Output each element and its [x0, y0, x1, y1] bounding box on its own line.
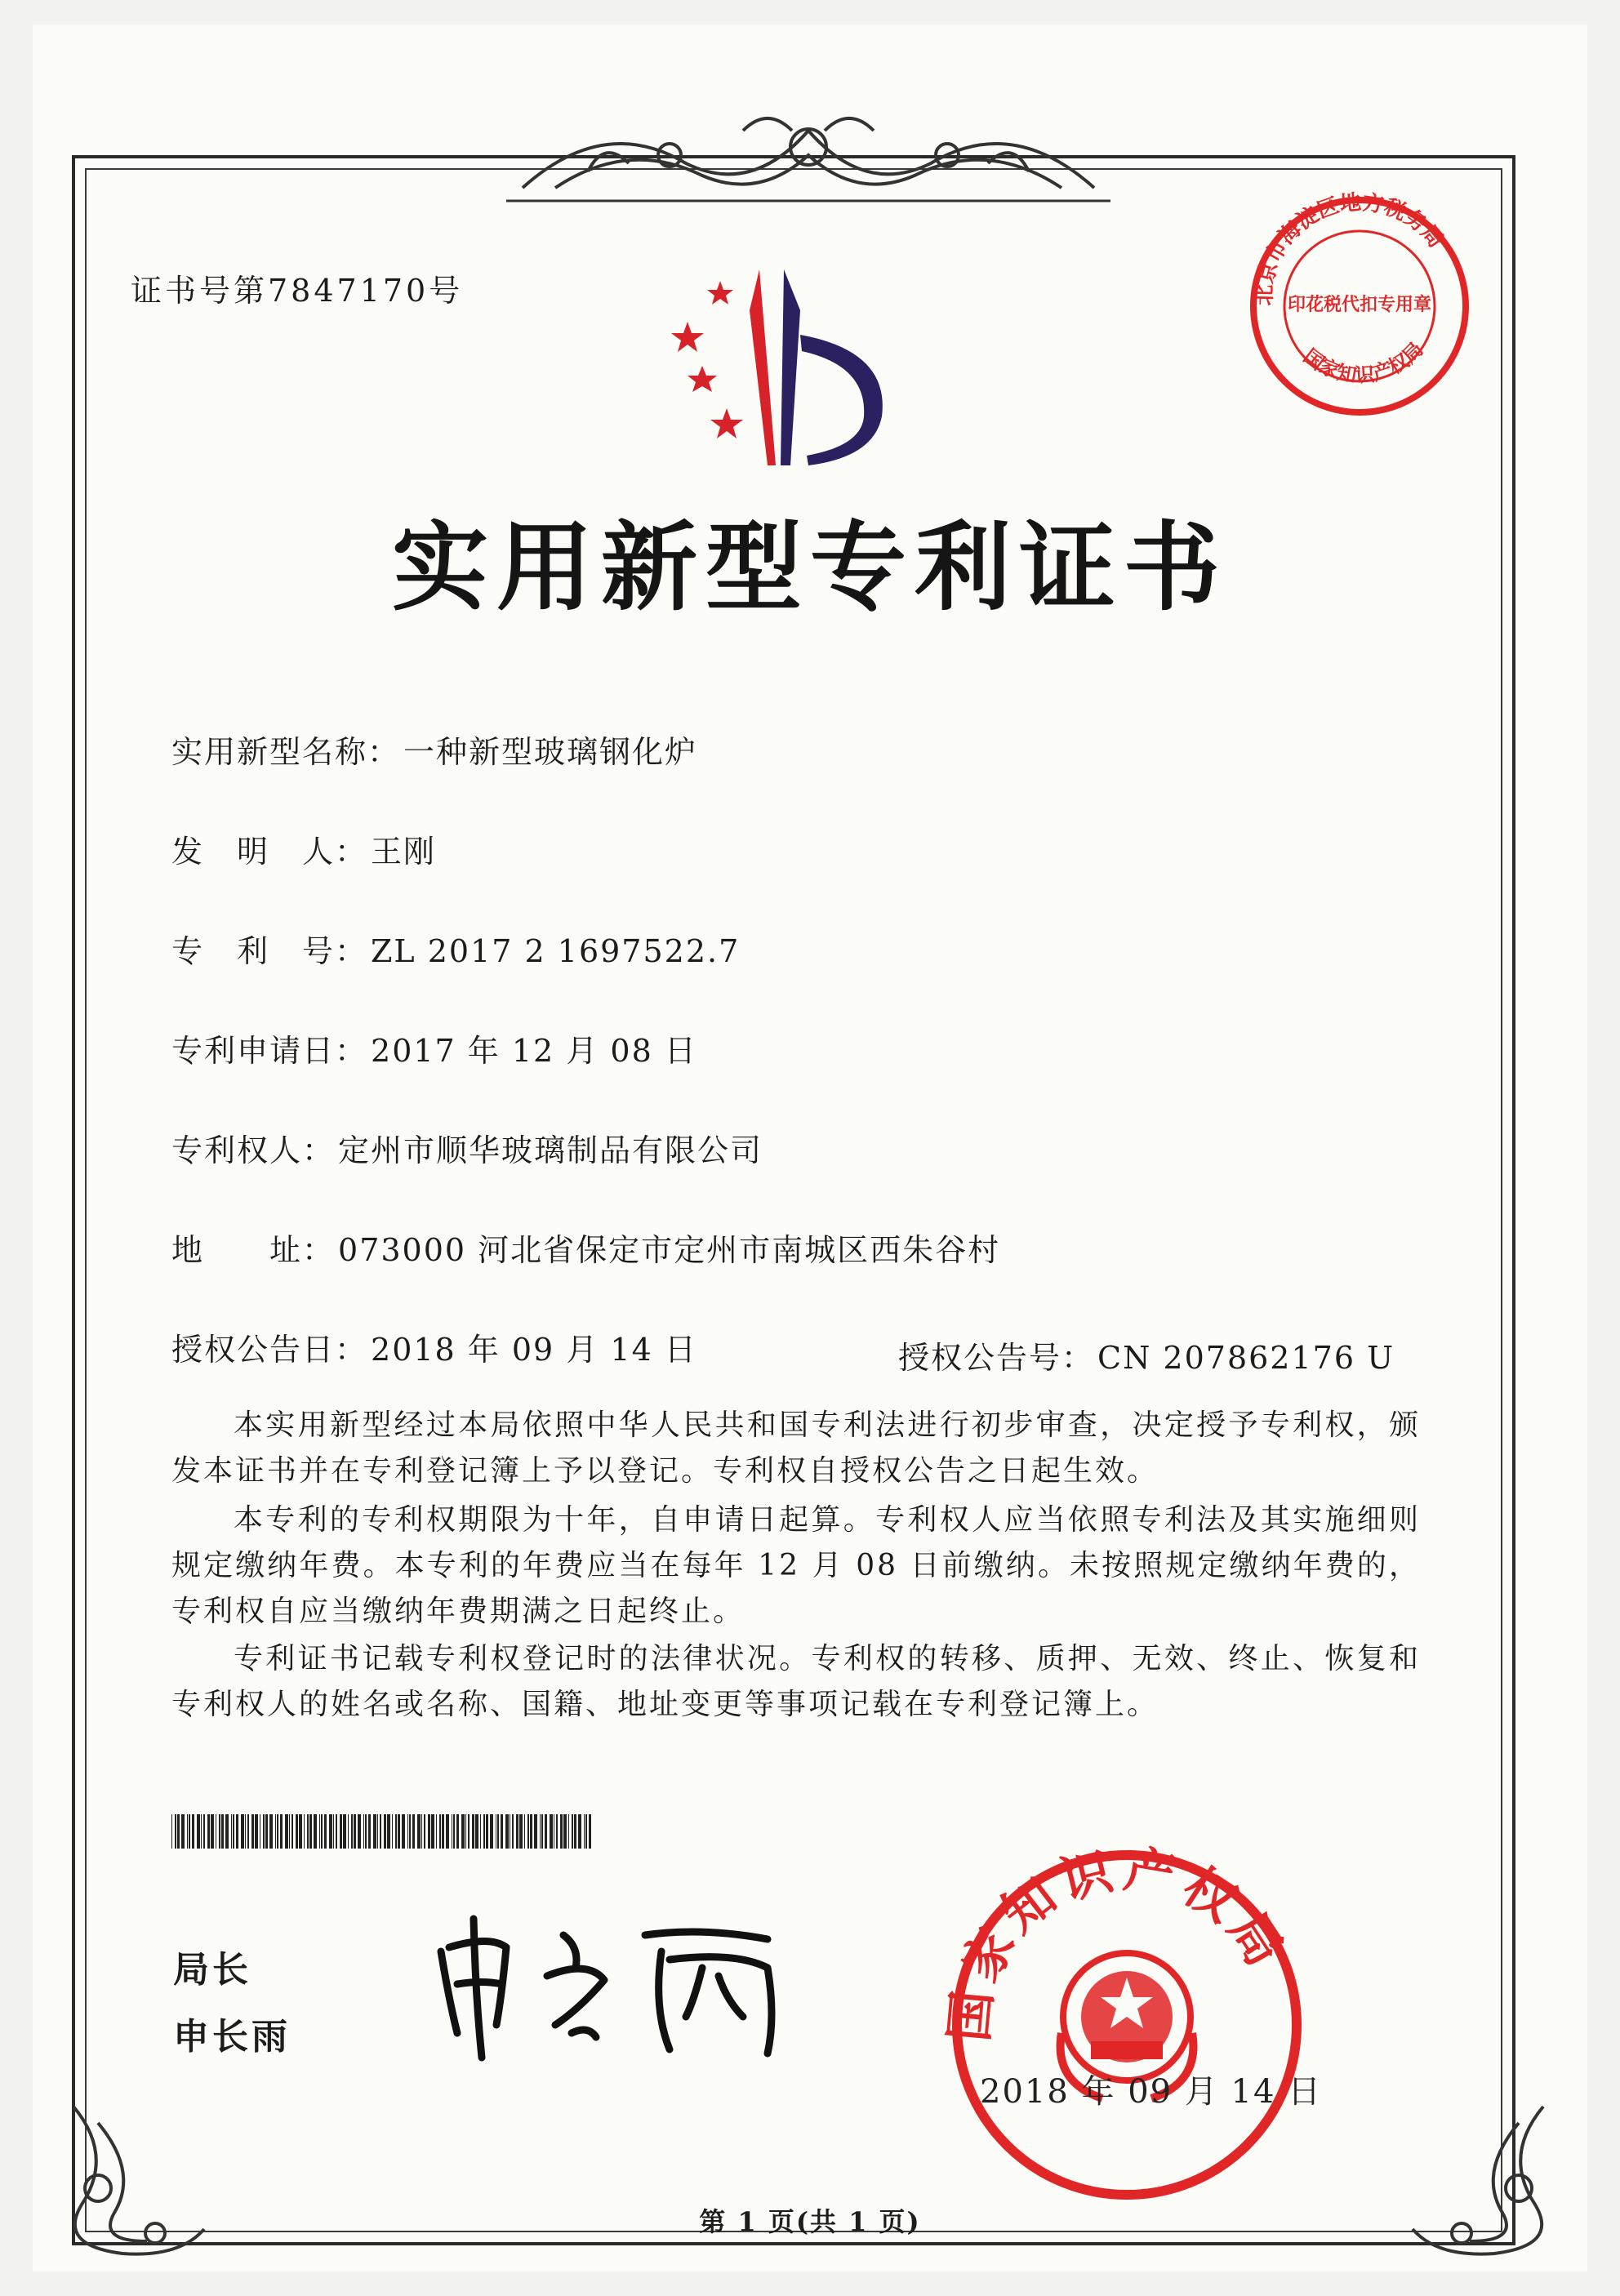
barcode — [171, 1814, 596, 1849]
cnipa-official-seal — [939, 1837, 1315, 2213]
certificate-title: 实用新型专利证书 — [391, 510, 1228, 624]
seal-date: 2018 年 09 月 14 日 — [980, 2073, 1323, 2111]
svg-text:国家知识产权局 — [1299, 337, 1428, 387]
patent-number-label: 专 利 号： — [171, 933, 368, 969]
utility-model-name-label: 实用新型名称： — [171, 734, 401, 770]
body-paragraph-3: 专利证书记载专利权登记时的法律状况。专利权的转移、质押、无效、终止、恢复和专利权人的姓名或名称、国籍、地址变更等事项记载在专利登记簿上。 — [171, 1642, 1421, 1721]
body-paragraph-1: 本实用新型经过本局依照中华人民共和国专利法进行初步审查，决定授予专利权，颁发本证书并在专利登记簿上予以登记。专利权自授权公告之日起生效。 — [171, 1408, 1421, 1488]
bottom-right-ornament — [1404, 2090, 1568, 2270]
grant-number-label: 授权公告号： — [898, 1340, 1095, 1376]
patent-number-value: ZL 2017 2 1697522.7 — [371, 933, 741, 969]
filing-date-row — [171, 1026, 697, 1070]
bottom-left-ornament — [49, 2090, 212, 2270]
tax-seal-stamp — [1241, 188, 1478, 425]
grant-date-value: 2018 年 09 月 14 日 — [371, 1332, 697, 1368]
top-ornament — [506, 98, 1110, 204]
svg-text:北京市海淀区地方税务局 — [1253, 189, 1449, 306]
page-number: 第 1 页(共 1 页) — [699, 2206, 921, 2237]
utility-model-name-row — [171, 727, 697, 772]
inventor-label: 发 明 人： — [171, 834, 368, 870]
tax-seal-inner-text: 印花税代扣专用章 — [1287, 294, 1432, 315]
address-label: 地 址： — [171, 1232, 336, 1268]
inventor-value: 王刚 — [371, 834, 437, 870]
director-name: 申长雨 — [173, 2016, 291, 2058]
tax-seal-top-text: 北京市海淀区地方税务局 — [1252, 190, 1449, 306]
grant-date-row — [171, 1324, 697, 1369]
address-value: 073000 河北省保定市定州市南城区西朱谷村 — [338, 1232, 1001, 1268]
filing-date-value: 2017 年 12 月 08 日 — [371, 1033, 697, 1069]
patent-number-row — [171, 926, 740, 971]
address-row — [171, 1225, 1000, 1270]
filing-date-label: 专利申请日： — [171, 1033, 368, 1069]
inventor-row — [171, 826, 436, 871]
handwritten-signature — [425, 1902, 800, 2066]
official-seal-text: 国家知识产权局 — [939, 1838, 1299, 2045]
cnipa-logo-icon — [645, 261, 915, 474]
body-paragraph-2: 本专利的专利权期限为十年，自申请日起算。专利权人应当依照专利法及其实施细则规定缴纳年费。本专利的年费应当在每年 12 月 08 日前缴纳。未按照规定缴纳年费的，专利权自应当缴纳年费期满之日起终止。 — [171, 1503, 1421, 1628]
grant-date-label: 授权公告日： — [171, 1332, 368, 1368]
tax-seal-bottom-text: 国家知识产权局 — [1299, 337, 1428, 387]
certificate-number: 证书号第7847170号 — [131, 273, 464, 309]
patentee-label: 专利权人： — [171, 1132, 336, 1168]
grant-number-value: CN 207862176 U — [1097, 1340, 1395, 1376]
utility-model-name-value: 一种新型玻璃钢化炉 — [403, 734, 698, 770]
patentee-value: 定州市顺华玻璃制品有限公司 — [338, 1132, 763, 1168]
grant-number-row — [898, 1333, 1395, 1377]
patentee-row — [171, 1125, 763, 1170]
director-title: 局长 — [173, 1949, 251, 1991]
